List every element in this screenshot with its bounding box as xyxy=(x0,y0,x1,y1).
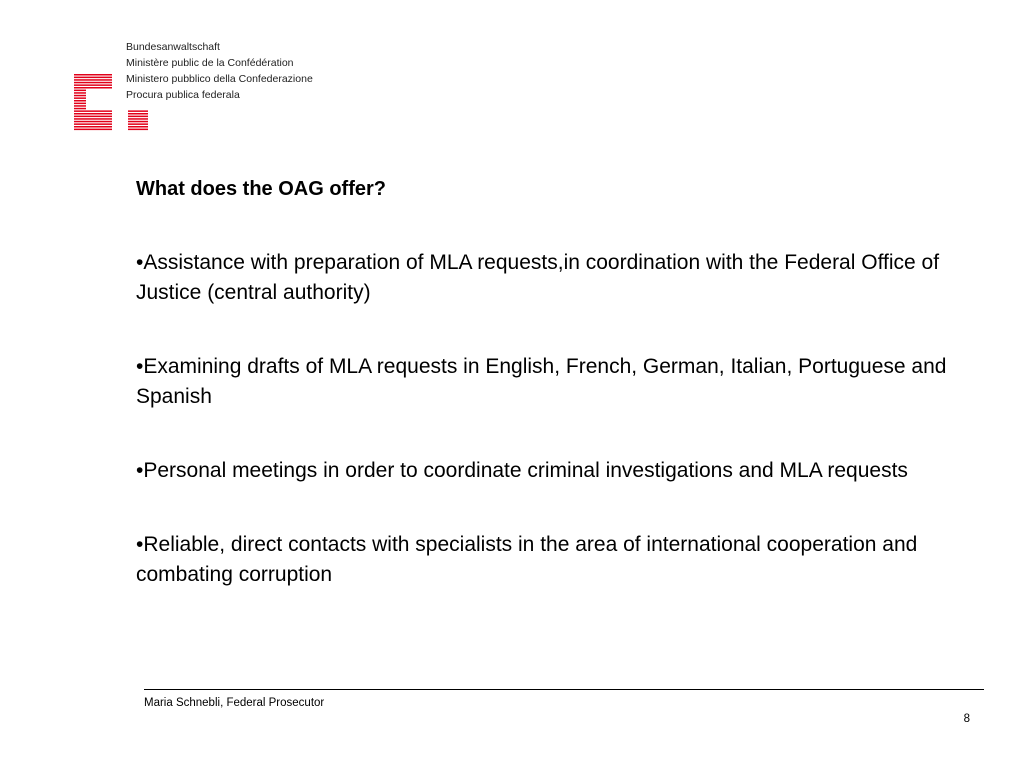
slide-heading: What does the OAG offer? xyxy=(136,178,386,200)
organization-names xyxy=(126,39,313,103)
bullet-item: •Reliable, direct contacts with specialists in the area of international cooperation and combating corruption xyxy=(136,533,918,586)
org-name-german: Bundesanwaltschaft xyxy=(126,41,220,53)
org-name-italian: Ministero pubblico della Confederazione xyxy=(126,73,313,85)
footer-divider xyxy=(144,689,984,690)
bullet-item: •Assistance with preparation of MLA requests,in coordination with the Federal Office of Justice (central authority) xyxy=(136,251,940,304)
footer-author: Maria Schnebli, Federal Prosecutor xyxy=(144,697,325,709)
bullet-item: •Examining drafts of MLA requests in English, French, German, Italian, Portuguese and Spanish xyxy=(136,355,947,408)
page-number: 8 xyxy=(963,713,970,725)
bullet-item: •Personal meetings in order to coordinate criminal investigations and MLA requests xyxy=(136,459,908,482)
bullet-list xyxy=(136,248,956,634)
org-name-romansh: Procura publica federala xyxy=(126,89,240,101)
org-name-french: Ministère public de la Confédération xyxy=(126,57,294,69)
